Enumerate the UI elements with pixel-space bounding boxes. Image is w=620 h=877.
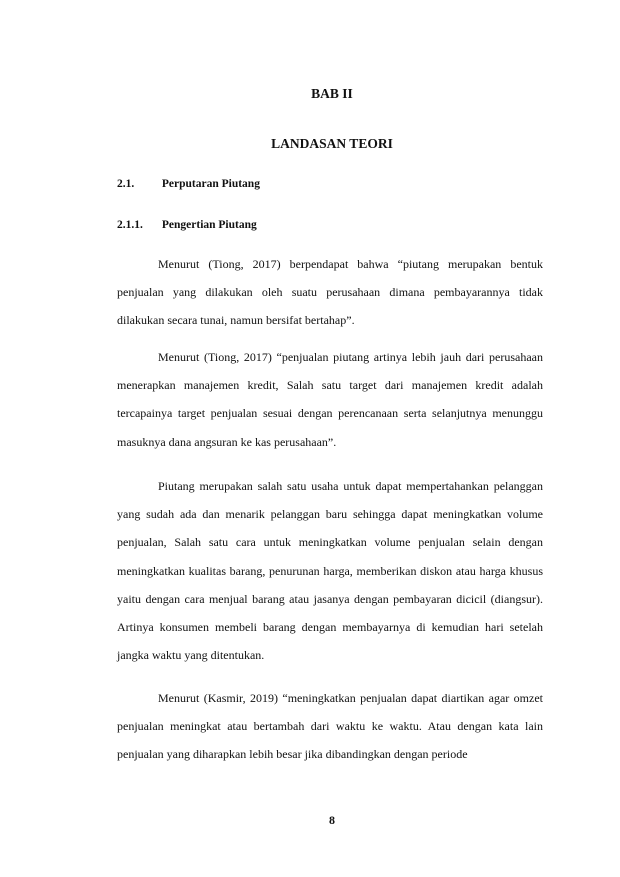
paragraph-2: Menurut (Tiong, 2017) “penjualan piutang artinya lebih jauh dari perusahaan menerapkan manajemen kredit, Salah satu target dari manajemen kredit adalah tercapainya target penjualan sesuai dengan perencanaan serta selanjutnya menunggu masuknya dana angsuran ke kas perusahaan”. [117,350,543,449]
subsection-title: Pengertian Piutang [161,219,257,231]
subsection-heading [117,219,257,231]
subsection-number: 2.1.1. [117,219,143,231]
section-number: 2.1. [117,178,135,190]
chapter-title: LANDASAN TEORI [271,136,393,151]
paragraph-1: Menurut (Tiong, 2017) berpendapat bahwa “piutang merupakan bentuk penjualan yang dilakukan oleh suatu perusahaan dimana pembayarannya tidak dilakukan secara tunai, namun bersifat bertahap”. [117,257,543,328]
paragraph-3: Piutang merupakan salah satu usaha untuk dapat mempertahankan pelanggan yang sudah ada dan menarik pelanggan baru sehingga dapat meningkatkan volume penjualan, Salah satu cara untuk meningkatkan volume penjualan selain dengan meningkatkan kualitas barang, penurunan harga, memberikan diskon atau harga khusus yaitu dengan cara menjual barang atau jasanya dengan pembayaran dicicil (diangsur). Artinya konsumen membeli barang dengan membayarnya di kemudian hari setelah jangka waktu yang ditentukan. [117,479,543,663]
section-title: Perputaran Piutang [161,178,260,190]
paragraph-4: Menurut (Kasmir, 2019) “meningkatkan penjualan dapat diartikan agar omzet penjualan meningkat atau bertambah dari waktu ke waktu. Atau dengan kata lain penjualan yang diharapkan lebih besar jika dibandingkan dengan periode [117,691,543,762]
section-heading [117,178,260,190]
chapter-number: BAB II [311,86,353,101]
page-number: 8 [329,813,335,827]
